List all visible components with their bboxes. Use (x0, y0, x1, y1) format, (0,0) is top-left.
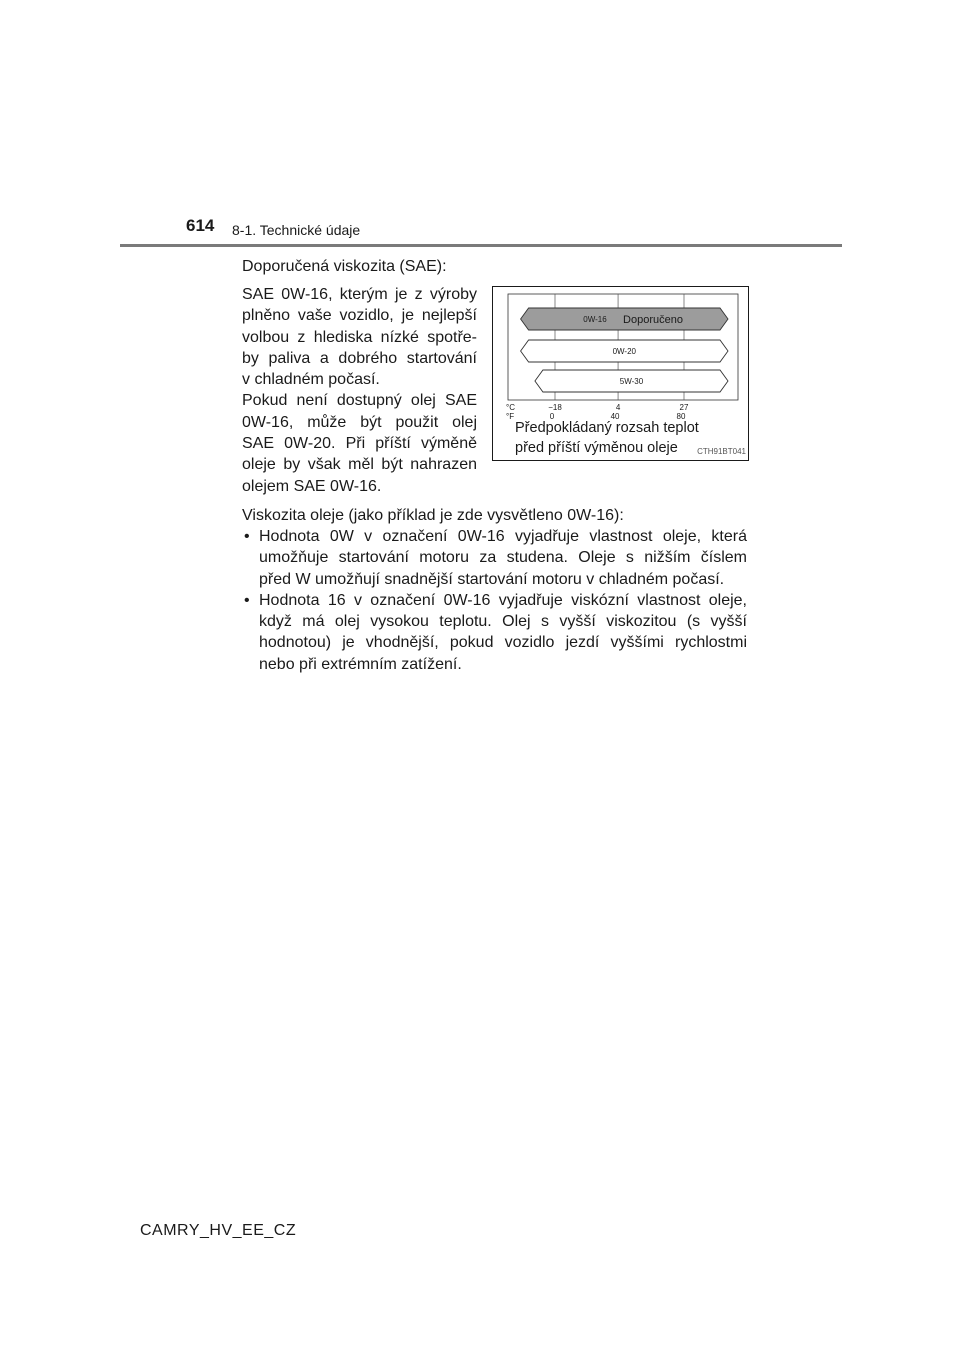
list-item-line: nebo při extrémním zatížení. (259, 655, 462, 673)
paragraph-line: v chladném počasí. (242, 371, 380, 389)
paragraph-line: SAE 0W-16, kterým je z výroby (242, 286, 477, 303)
recommended-viscosity-heading: Doporučená viskozita (SAE): (242, 258, 447, 275)
paragraph-line: oleje by však měl být nahrazen (242, 456, 477, 474)
footer-model-code: CAMRY_HV_EE_CZ (140, 1222, 297, 1239)
section-title: 8-1. Technické údaje (232, 222, 361, 238)
celsius-unit-label: °C (506, 403, 515, 412)
paragraph-line: volbou z hlediska nízké spotře- (242, 328, 477, 346)
recommendation-paragraph (242, 284, 477, 497)
viscosity-grade-label: 0W-20 (612, 347, 637, 356)
viscosity-grade-label: 5W-30 (619, 377, 644, 386)
list-item (242, 590, 747, 675)
list-item (242, 526, 747, 590)
bullet-marker: • (244, 528, 250, 545)
paragraph-line: plněno vaše vozidlo, je nejlepší (242, 307, 477, 325)
paragraph-line: olejem SAE 0W-16. (242, 477, 382, 495)
celsius-tick-label: 27 (679, 403, 689, 412)
header-divider (120, 244, 842, 247)
viscosity-grade-label: 0W-16 (583, 315, 607, 324)
page-number: 614 (186, 216, 215, 235)
paragraph-line: 0W-16, může být použit olej (242, 413, 477, 431)
paragraph-line: by paliva a dobrého startování (242, 349, 477, 367)
paragraph-line: Pokud není dostupný olej SAE (242, 392, 477, 410)
figure-caption (515, 418, 699, 458)
viscosity-temperature-figure (492, 286, 749, 461)
fahrenheit-tick-label: 0 (549, 412, 555, 421)
fahrenheit-tick-label: 40 (610, 412, 620, 421)
list-item-line: Hodnota 16 v označení 0W-16 vyjadřuje viskózní vlastnost oleje, (259, 591, 747, 609)
list-item-line: hodnotou) je vhodnější, pokud vozidlo jezdí vyššími rychlostmi (259, 634, 747, 652)
list-item-line: Hodnota 0W v označení 0W-16 vyjadřuje vlastnost oleje, která (259, 528, 747, 545)
recommended-label: Doporučeno (623, 314, 683, 326)
bullet-marker: • (244, 591, 250, 609)
paragraph-line: SAE 0W-20. Při příští výměně (242, 435, 477, 453)
celsius-tick-label: −18 (548, 403, 562, 412)
list-item-line: umožňuje startování motoru za studena. Oleje s nižším číslem (259, 549, 747, 567)
celsius-tick-label: 4 (615, 403, 621, 412)
figure-code: CTH91BT041 (697, 447, 746, 456)
viscosity-intro: Viskozita oleje (jako příklad je zde vysvětleno 0W-16): (242, 507, 624, 524)
figure-caption-line: Předpokládaný rozsah teplot (515, 420, 699, 436)
list-item-line: před W umožňují snadnější startování motoru v chladném počasí. (259, 570, 725, 588)
fahrenheit-tick-label: 80 (676, 412, 686, 421)
figure-caption-line: před příští výměnou oleje (515, 440, 678, 456)
viscosity-explanation-list (242, 526, 747, 675)
list-item-line: když má olej vysokou teplotu. Olej s vyšší viskozitou (s vyšší (259, 613, 747, 631)
fahrenheit-unit-label: °F (506, 412, 515, 421)
